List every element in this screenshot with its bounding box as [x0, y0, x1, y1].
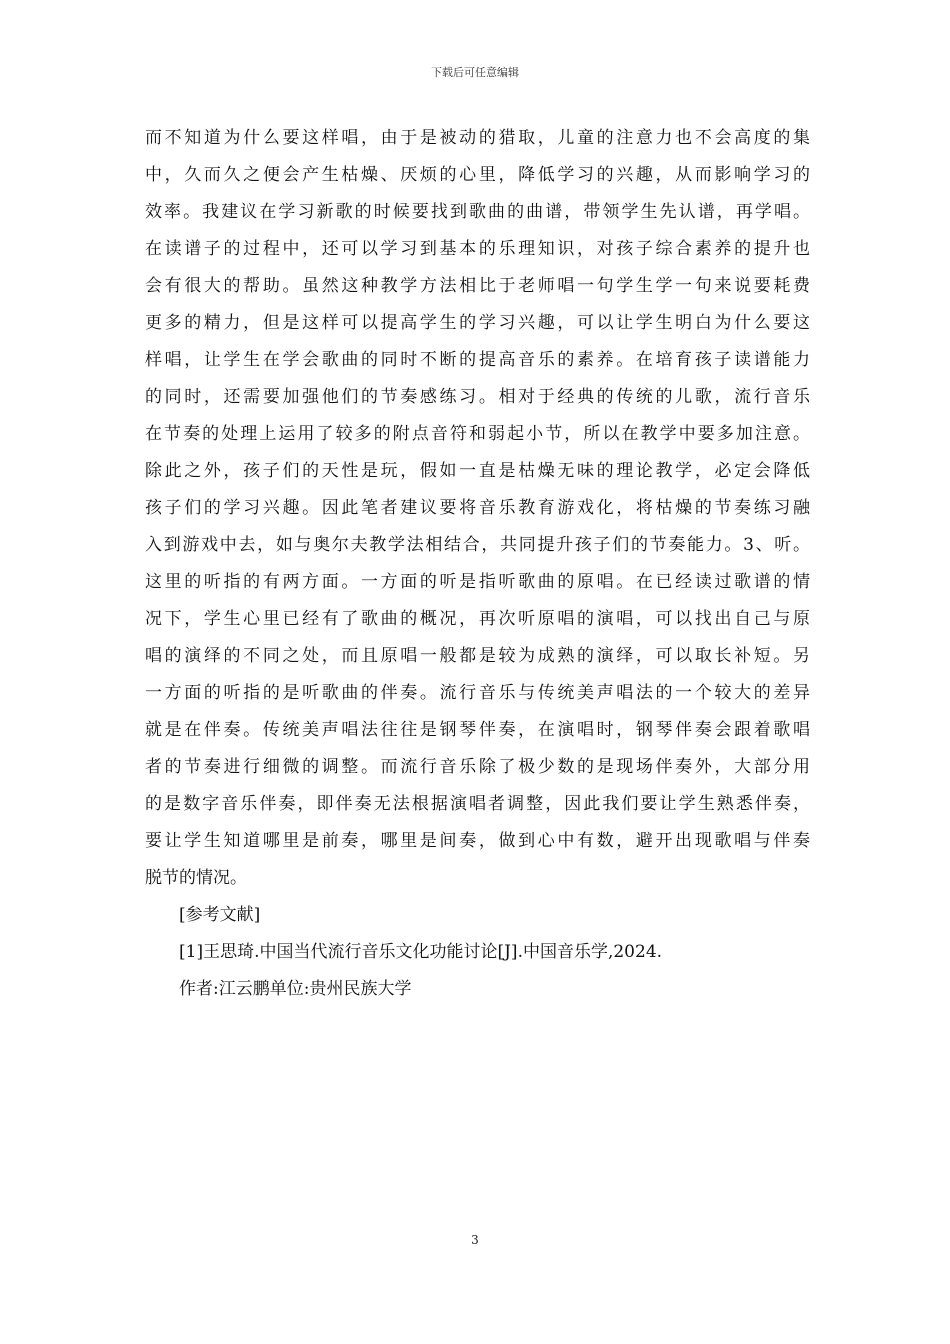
page-number: 3	[471, 1233, 479, 1247]
article-body	[145, 120, 810, 1008]
paragraph-line: 在读谱子的过程中，还可以学习到基本的乐理知识，对孩子综合素养的提升也	[145, 239, 810, 259]
paragraph-line: 孩子们的学习兴趣。因此笔者建议要将音乐教育游戏化，将枯燥的节奏练习融	[145, 498, 810, 518]
paragraph-line: 会有很大的帮助。虽然这种教学方法相比于老师唱一句学生学一句来说要耗费	[145, 276, 810, 296]
page-header: 下载后可任意编辑	[431, 66, 519, 79]
paragraph-line: 要让学生知道哪里是前奏，哪里是间奏，做到心中有数，避开出现歌唱与伴奏	[145, 831, 810, 851]
paragraph-line: 这里的听指的有两方面。一方面的听是指听歌曲的原唱。在已经读过歌谱的情	[145, 572, 810, 592]
paragraph-line: 效率。我建议在学习新歌的时候要找到歌曲的曲谱，带领学生先认谱，再学唱。	[145, 202, 810, 222]
paragraph-line: 而不知道为什么要这样唱，由于是被动的猎取，儿童的注意力也不会高度的集	[145, 128, 810, 148]
paragraph-line: 的同时，还需要加强他们的节奏感练习。相对于经典的传统的儿歌，流行音乐	[145, 387, 810, 407]
paragraph-line: 况下，学生心里已经有了歌曲的概况，再次听原唱的演唱，可以找出自己与原	[145, 609, 810, 629]
paragraph-line: 除此之外，孩子们的天性是玩，假如一直是枯燥无味的理论教学，必定会降低	[145, 461, 810, 481]
reference-item: [1]王思琦.中国当代流行音乐文化功能讨论[J].中国音乐学,2024.	[179, 942, 663, 962]
paragraph-line: 中，久而久之便会产生枯燥、厌烦的心里，降低学习的兴趣，从而影响学习的	[145, 165, 810, 185]
author-line: 作者:江云鹏单位:贵州民族大学	[179, 979, 412, 999]
paragraph-line: 就是在伴奏。传统美声唱法往往是钢琴伴奏，在演唱时，钢琴伴奏会跟着歌唱	[145, 720, 810, 740]
paragraph-line: 在节奏的处理上运用了较多的附点音符和弱起小节，所以在教学中要多加注意。	[145, 424, 810, 444]
paragraph-line: 脱节的情况。	[145, 868, 247, 888]
paragraph-line: 入到游戏中去，如与奥尔夫教学法相结合，共同提升孩子们的节奏能力。3、听。	[145, 535, 810, 555]
paragraph-line: 样唱，让学生在学会歌曲的同时不断的提高音乐的素养。在培育孩子读谱能力	[145, 350, 810, 370]
references-heading: [参考文献]	[179, 905, 261, 925]
paragraph-line: 的是数字音乐伴奏，即伴奏无法根据演唱者调整，因此我们要让学生熟悉伴奏，	[145, 794, 810, 814]
paragraph-line: 一方面的听指的是听歌曲的伴奏。流行音乐与传统美声唱法的一个较大的差异	[145, 683, 810, 703]
paragraph-line: 更多的精力，但是这样可以提高学生的学习兴趣，可以让学生明白为什么要这	[145, 313, 810, 333]
paragraph-line: 唱的演绎的不同之处，而且原唱一般都是较为成熟的演绎，可以取长补短。另	[145, 646, 810, 666]
paragraph-line: 者的节奏进行细微的调整。而流行音乐除了极少数的是现场伴奏外，大部分用	[145, 757, 810, 777]
